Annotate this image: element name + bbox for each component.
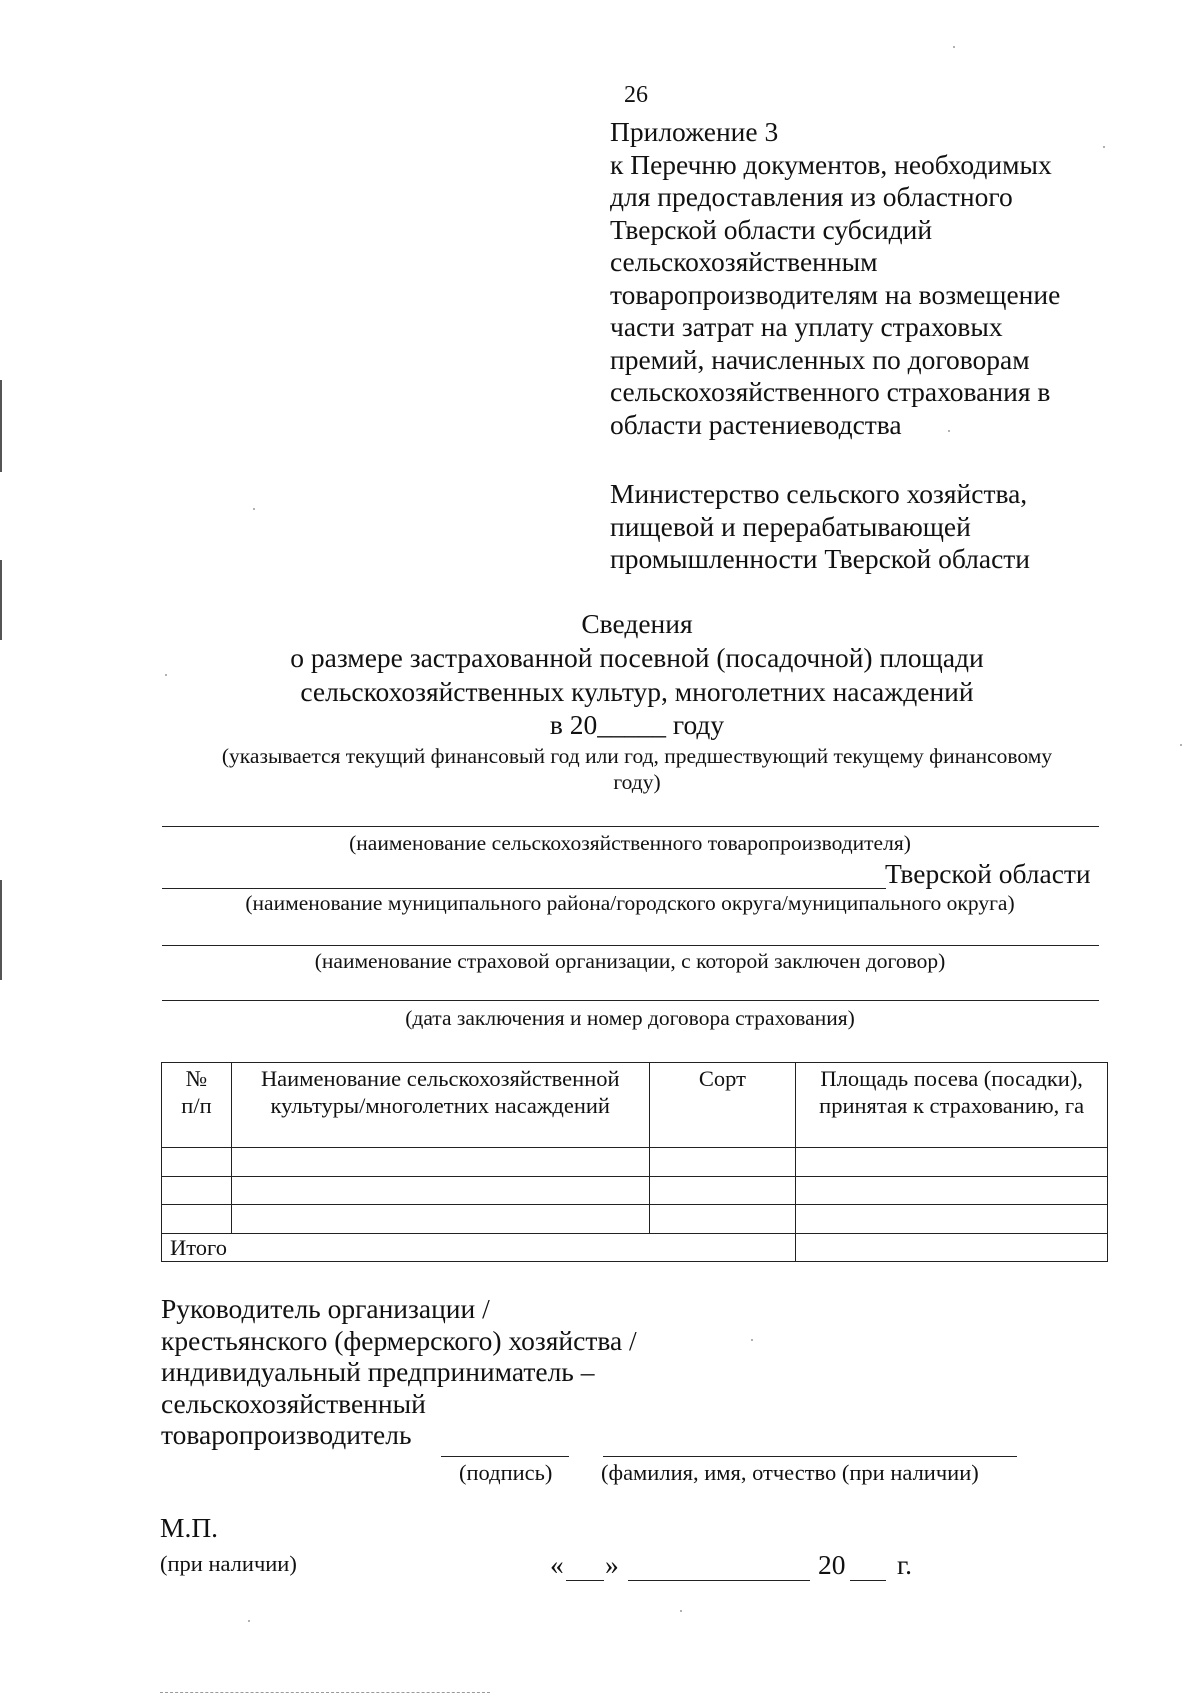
header-variety: Сорт: [649, 1063, 796, 1148]
table-cell[interactable]: [796, 1148, 1108, 1177]
year-note-line-2: году): [613, 770, 661, 794]
scan-bottom-edge: [160, 1692, 490, 1693]
appendix-line: сельскохозяйственным: [610, 246, 878, 277]
signer-line: крестьянского (фермерского) хозяйства /: [161, 1324, 637, 1356]
addressee-ministry: [610, 478, 1030, 576]
date-close-quote: »: [605, 1549, 619, 1580]
signer-line: товаропроизводитель: [161, 1419, 412, 1450]
date-year-suffix: г.: [897, 1549, 913, 1580]
table-total-row: [162, 1233, 1108, 1262]
page-number: 26: [624, 82, 648, 108]
table-cell[interactable]: [649, 1148, 796, 1177]
producer-name-line[interactable]: [162, 826, 1099, 827]
year-blank[interactable]: _____: [597, 709, 666, 740]
appendix-line: Приложение 3: [610, 116, 779, 147]
table-row: [162, 1148, 1108, 1177]
total-value-cell[interactable]: [796, 1233, 1108, 1262]
table-cell[interactable]: [162, 1205, 232, 1234]
table-cell[interactable]: [796, 1205, 1108, 1234]
title-line-2: сельскохозяйственных культур, многолетних насаждений: [300, 676, 974, 707]
stamp-note: (при наличии): [160, 1551, 297, 1576]
full-name-caption: (фамилия, имя, отчество (при наличии): [601, 1460, 979, 1485]
producer-caption: (наименование сельскохозяйственного товаропроизводителя): [349, 831, 911, 855]
scan-edge-mark: [0, 880, 2, 980]
contract-line[interactable]: [162, 1000, 1099, 1001]
date-year-prefix: 20: [818, 1549, 846, 1580]
table-header-row: [162, 1063, 1108, 1148]
table-row: [162, 1176, 1108, 1205]
table-cell[interactable]: [649, 1205, 796, 1234]
signature-line[interactable]: [441, 1456, 569, 1457]
appendix-line: для предоставления из областного: [610, 181, 1013, 212]
appendix-header: [610, 116, 1060, 441]
document-title: Сведения: [581, 608, 693, 639]
district-caption: (наименование муниципального района/городского округа/муниципального округа): [245, 891, 1015, 915]
ministry-line: Министерство сельского хозяйства,: [610, 478, 1028, 509]
signature-block: [161, 1293, 637, 1451]
date-day-line[interactable]: [566, 1580, 604, 1581]
district-name-line[interactable]: [162, 888, 886, 889]
scan-edge-mark: [0, 380, 2, 472]
full-name-line[interactable]: [603, 1456, 1017, 1457]
signer-line: сельскохозяйственный: [161, 1387, 426, 1419]
appendix-line: товаропроизводителям на возмещение: [610, 278, 1061, 310]
appendix-line: к Перечню документов, необходимых: [610, 148, 1052, 180]
signature-caption: (подпись): [459, 1460, 553, 1485]
year-note-line-1: (указывается текущий финансовый год или год, предшествующий текущему финансовому: [221, 744, 1053, 768]
date-month-line[interactable]: [628, 1580, 810, 1581]
contract-caption: (дата заключения и номер договора страхования): [405, 1006, 855, 1030]
ministry-line: пищевой и перерабатывающей: [610, 510, 971, 542]
signer-line: индивидуальный предприниматель –: [161, 1356, 595, 1387]
signer-line: Руководитель организации /: [161, 1293, 490, 1324]
appendix-line: части затрат на уплату страховых: [610, 311, 1003, 342]
appendix-line: сельскохозяйственного страхования в: [610, 376, 1051, 407]
header-culture: Наименование сельскохозяйственной культуры/многолетних насаждений: [231, 1063, 649, 1148]
table-cell[interactable]: [162, 1176, 232, 1205]
insurer-name-line[interactable]: [162, 945, 1099, 946]
date-open-quote: «: [550, 1549, 564, 1580]
table-cell[interactable]: [649, 1176, 796, 1205]
table-row: [162, 1205, 1108, 1234]
header-area: Площадь посева (посадки), принятая к страхованию, га: [796, 1063, 1108, 1148]
table-cell[interactable]: [231, 1148, 649, 1177]
stamp-label: М.П.: [160, 1512, 219, 1543]
title-year-line: [0, 709, 1200, 741]
year-prefix: в 20: [549, 709, 598, 740]
appendix-line: Тверской области субсидий: [610, 213, 933, 245]
table-cell[interactable]: [162, 1148, 232, 1177]
ministry-line: промышленности Тверской области: [610, 543, 1031, 574]
total-label: Итого: [162, 1233, 796, 1262]
table-cell[interactable]: [231, 1205, 649, 1234]
insured-area-table: [161, 1062, 1108, 1262]
insurer-caption: (наименование страховой организации, с которой заключен договор): [314, 949, 946, 973]
year-suffix: году: [665, 709, 725, 740]
title-line-1: о размере застрахованной посевной (посадочной) площади: [290, 642, 984, 673]
table-cell[interactable]: [231, 1176, 649, 1205]
scan-edge-mark: [0, 560, 2, 640]
appendix-line: области растениеводства: [610, 408, 902, 440]
header-number: № п/п: [162, 1063, 232, 1148]
date-year-line[interactable]: [850, 1580, 886, 1581]
table-cell[interactable]: [796, 1176, 1108, 1205]
region-suffix: Тверской области: [885, 858, 1091, 889]
appendix-line: премий, начисленных по договорам: [610, 343, 1030, 375]
